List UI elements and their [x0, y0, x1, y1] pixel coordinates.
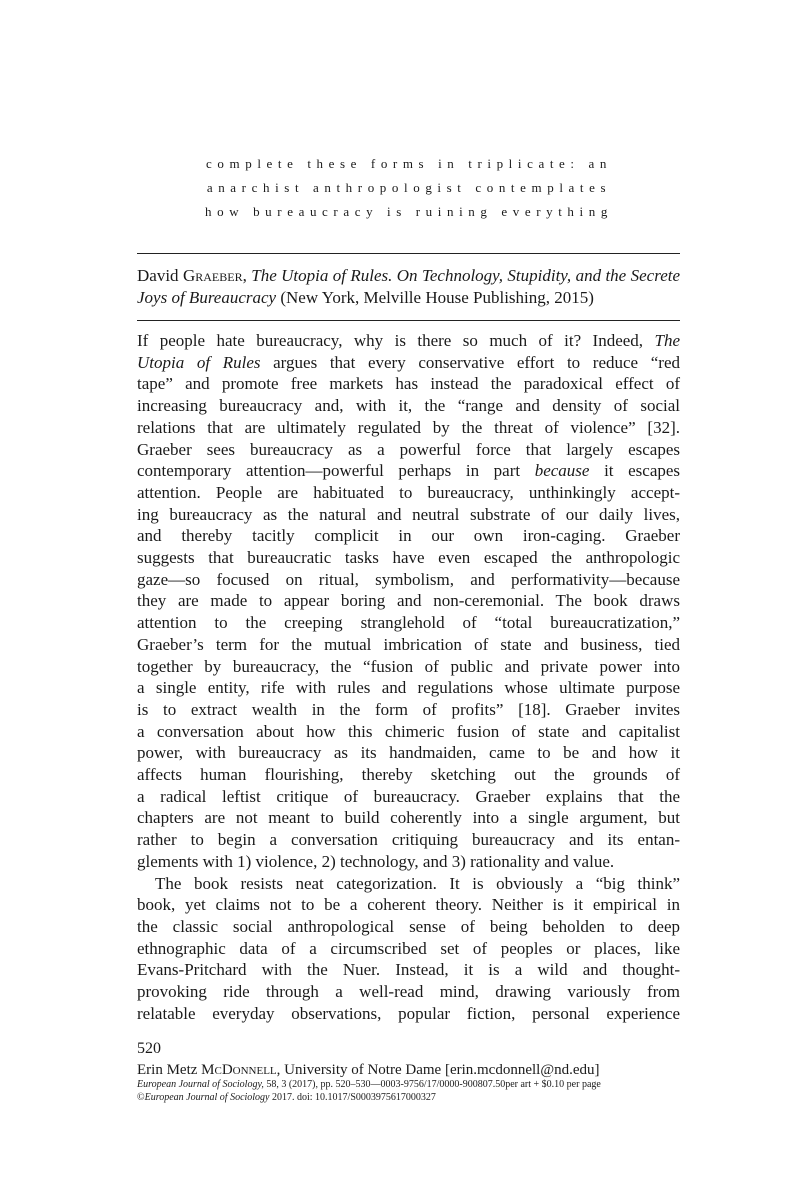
body-line: relatable everyday observations, popular fiction, personal experience [137, 1003, 680, 1023]
body-line: chapters are not meant to build coherently into a single argument, but [137, 808, 680, 828]
body-line: is to extract wealth in the form of profits” [18]. Graeber invites [137, 699, 680, 719]
reviewer-affiliation: , University of Notre Dame [erin.mcdonnell@nd.edu] [276, 1062, 600, 1078]
body-line: the classic social anthropological sense of being beholden to deep [137, 916, 680, 936]
title-line: complete these forms in triplicate: an [206, 156, 612, 171]
copyright-details: 2017. doi: 10.1017/S0003975617000327 [272, 1092, 436, 1103]
body-line: attention. People are habituated to bureaucracy, unthinkingly accept- [137, 482, 680, 502]
body-line: glements with 1) violence, 2) technology, and 3) rationality and value. [137, 851, 615, 871]
body-line: book, yet claims not to be a coherent theory. Neither is it empirical in [137, 895, 680, 915]
title-line: anarchist anthropologist contemplates [206, 180, 612, 195]
citation-author-last: Graeber [182, 266, 243, 285]
page-number: 520 [137, 1040, 161, 1057]
body-line: a radical leftist critique of bureaucracy. Graeber explains that the [137, 786, 680, 806]
journal-name: European Journal of Sociology, [137, 1079, 264, 1090]
body-line: together by bureaucracy, the “fusion of public and private power into [137, 656, 680, 676]
citation-author-first: David [137, 266, 179, 285]
body-line: ing bureaucracy as the natural and neutral substrate of our daily lives, [137, 504, 680, 524]
body-line: provoking ride through a well-read mind, drawing variously from [137, 982, 680, 1002]
body-line: The book resists neat categorization. It is obviously a “big think” [155, 873, 680, 893]
citation-book-title-1: The Utopia of Rules. On Technology, Stupidity, and the [251, 266, 627, 285]
body-line: Utopia of Rules argues that every conservative effort to reduce “red [137, 352, 680, 372]
body-line: gaze—so focused on ritual, symbolism, and performativity—because [137, 569, 680, 589]
body-line: affects human flourishing, thereby sketching out the grounds of [137, 765, 680, 785]
citation-book-title-2: Secrete Joys of Bureaucracy [137, 266, 681, 307]
copyright-line: ©European Journal of Sociology 2017. doi: 10.1017/S0003975617000327 [137, 1092, 436, 1103]
journal-line [137, 1078, 601, 1091]
bottom-rule [137, 320, 680, 321]
body-line: tape” and promote free markets has instead the paradoxical effect of [137, 374, 680, 394]
citation-publisher: (New York, Melville House Publishing, 2015) [280, 288, 594, 307]
body-line: attention to the creeping stranglehold of “total bureaucratization,” [137, 613, 680, 633]
body-line: a single entity, rife with rules and regulations whose ultimate purpose [137, 678, 680, 698]
body-line: If people hate bureaucracy, why is there so much of it? Indeed, The [137, 331, 680, 350]
body-line: contemporary attention—powerful perhaps in part because it escapes [137, 461, 681, 481]
body-line: Graeber’s term for the mutual imbrication of state and business, tied [137, 634, 680, 654]
body-line: Graeber sees bureaucracy as a powerful force that largely escapes [137, 439, 680, 459]
journal-info [137, 1078, 601, 1104]
reviewer-first: Erin Metz [137, 1062, 198, 1078]
book-citation: David Graeber, The Utopia of Rules. On Technology, Stupidity, and the Secrete Joys of Bureaucracy (New York, Melville House Publishing, 2015) [137, 266, 681, 307]
body-line: ethnographic data of a circumscribed set of peoples or places, like [137, 938, 680, 958]
review-title [137, 152, 681, 224]
copyright-journal: European Journal of Sociology [144, 1092, 270, 1103]
body-line: and thereby tacitly complicit in our own iron-caging. Graeber [137, 526, 680, 546]
body-line: they are made to appear boring and non-ceremonial. The book draws [137, 591, 680, 611]
title-line: how bureaucracy is ruining everything [205, 204, 613, 219]
top-rule [137, 253, 680, 254]
body-line: increasing bureaucracy and, with it, the “range and density of social [137, 396, 680, 416]
body-line: suggests that bureaucratic tasks have even escaped the anthropologic [137, 548, 680, 568]
reviewer-last: McDonnell [201, 1062, 277, 1078]
body-line: rather to begin a conversation critiquing bureaucracy and its entan- [137, 830, 680, 850]
reviewer-line [137, 1062, 600, 1079]
body-line: power, with bureaucracy as its handmaiden, came to be and how it [137, 743, 680, 763]
body-line: relations that are ultimately regulated by the threat of violence” [32]. [137, 417, 680, 437]
body-line: Evans-Pritchard with the Nuer. Instead, it is a wild and thought- [137, 960, 680, 980]
review-body [137, 330, 680, 1025]
journal-details: 58, 3 (2017), pp. 520–530—0003-9756/17/0000-900807.50per art + $0.10 per page [266, 1079, 601, 1090]
body-line: a conversation about how this chimeric fusion of state and capitalist [137, 721, 680, 741]
